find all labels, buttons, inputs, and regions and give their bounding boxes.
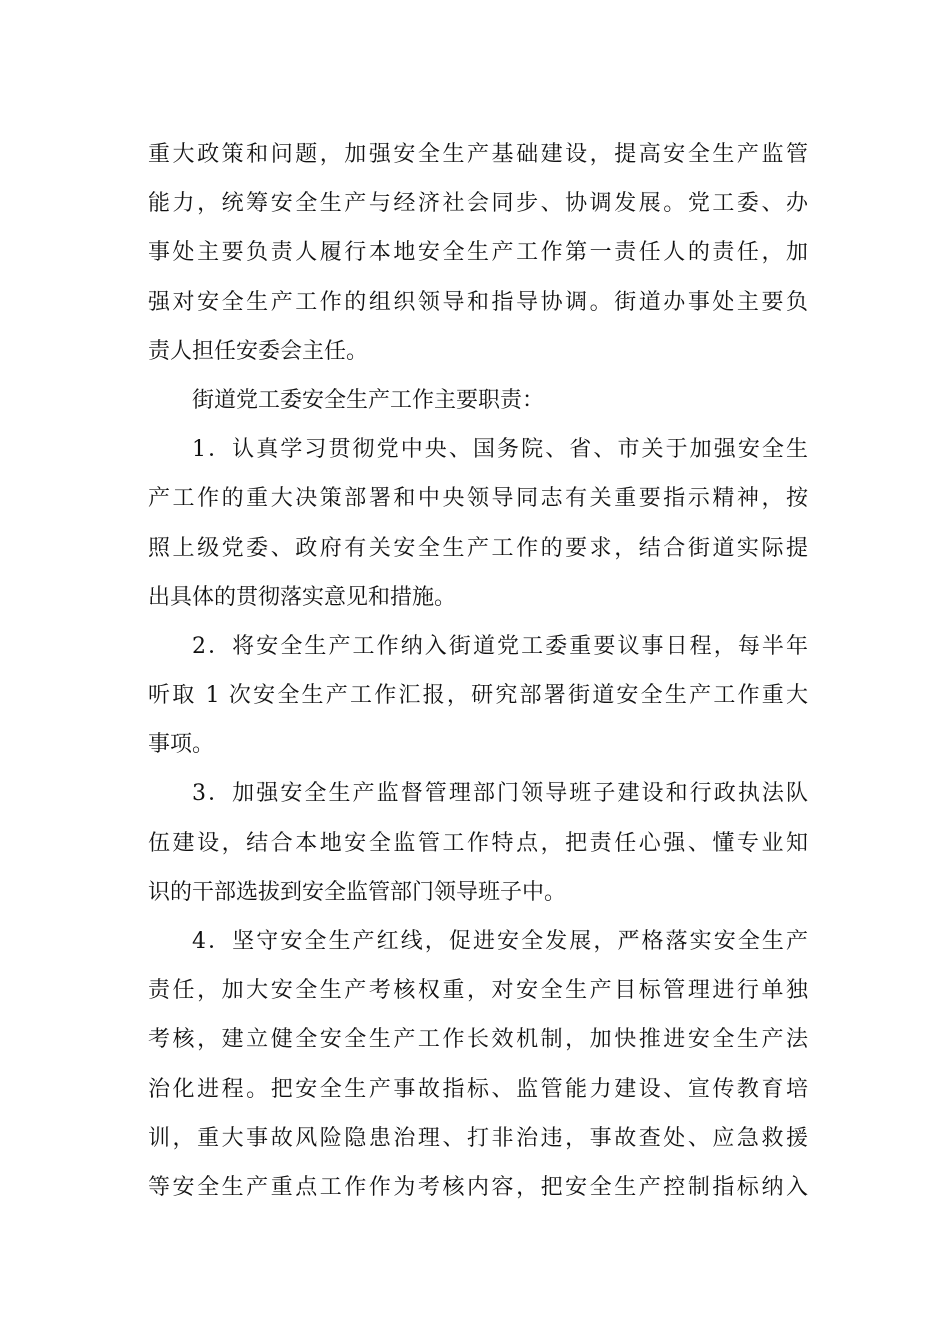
text-line: 等安全生产重点工作作为考核内容，把安全生产控制指标纳入	[148, 1174, 808, 1200]
text-line: 出具体的贯彻落实意见和措施。	[148, 584, 457, 610]
list-item-4-line: 4．坚守安全生产红线，促进安全发展，严格落实安全生产	[192, 929, 808, 954]
document-body	[148, 130, 808, 1212]
text-line: 治化进程。把安全生产事故指标、监管能力建设、宣传教育培	[148, 1076, 808, 1102]
text-line: 重大政策和问题，加强安全生产基础建设，提高安全生产监管	[148, 142, 808, 167]
text-line: 强对安全生产工作的组织领导和指导协调。街道办事处主要负	[148, 289, 808, 315]
text-line: 事项。	[148, 732, 215, 758]
text-line: 识的干部选拔到安全监管部门领导班子中。	[148, 879, 567, 905]
text-line: 能力，统筹安全生产与经济社会同步、协调发展。党工委、办	[148, 191, 808, 217]
text-line: 责人担任安委会主任。	[148, 338, 369, 364]
text-line: 产工作的重大决策部署和中央领导同志有关重要指示精神，按	[148, 486, 808, 512]
text-line: 考核，建立健全安全生产工作长效机制，加快推进安全生产法	[148, 1027, 808, 1053]
text-line: 事处主要负责人履行本地安全生产工作第一责任人的责任，加	[148, 240, 808, 266]
list-item-3-line: 3．加强安全生产监督管理部门领导班子建设和行政执法队	[192, 781, 808, 807]
text-line: 训，重大事故风险隐患治理、打非治违，事故查处、应急救援	[148, 1125, 808, 1151]
list-item-2-line: 2．将安全生产工作纳入街道党工委重要议事日程，每半年	[192, 633, 808, 659]
text-line: 照上级党委、政府有关安全生产工作的要求，结合街道实际提	[148, 535, 808, 561]
text-line: 伍建设，结合本地安全监管工作特点，把责任心强、懂专业知	[148, 830, 808, 856]
section-heading: 街道党工委安全生产工作主要职责：	[192, 387, 545, 413]
text-line: 责任，加大安全生产考核权重，对安全生产目标管理进行单独	[148, 978, 808, 1004]
text-line: 听取 1 次安全生产工作汇报，研究部署街道安全生产工作重大	[148, 683, 808, 709]
list-item-1-line: 1．认真学习贯彻党中央、国务院、省、市关于加强安全生	[192, 437, 808, 463]
